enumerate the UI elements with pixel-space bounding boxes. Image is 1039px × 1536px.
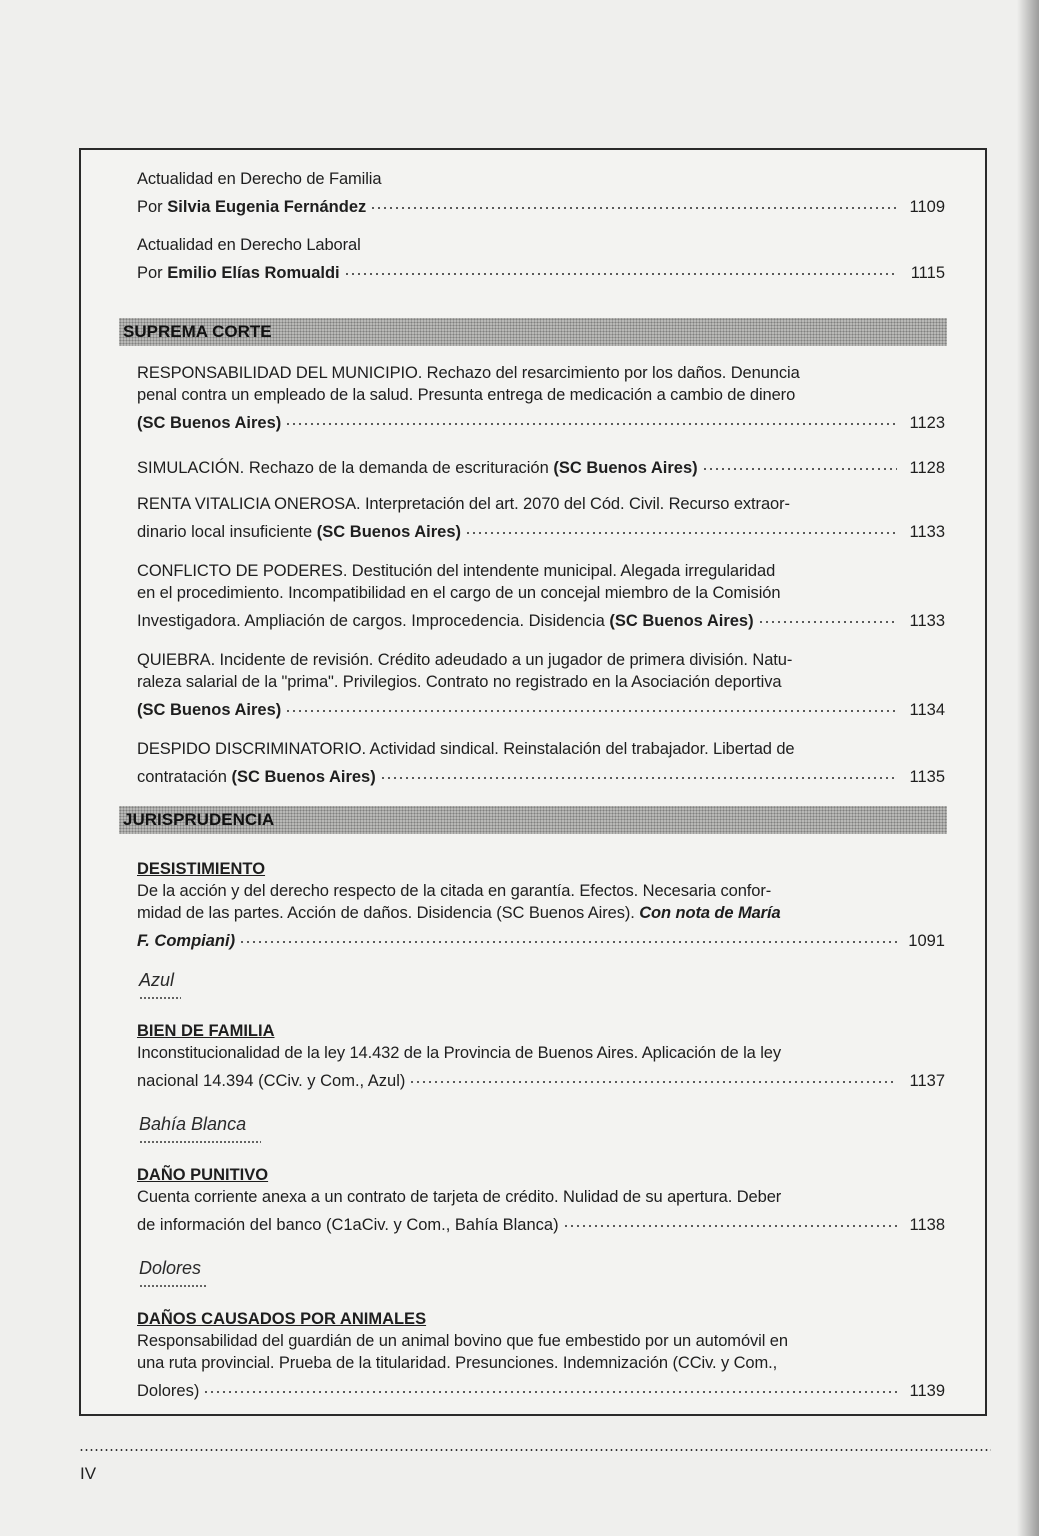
entry-author-line: Por Emilio Elías Romualdi — [137, 264, 340, 282]
footer-dotted-rule — [79, 1448, 991, 1452]
page-ref: 1128 — [909, 459, 945, 477]
toc-entry-renta-vitalicia[interactable] — [137, 493, 945, 543]
toc-entry-responsabilidad[interactable] — [137, 362, 945, 434]
entry-text: raleza salarial de la "prima". Privilegios. Contrato no registrado en la Asociación deportiva — [137, 673, 782, 691]
entry-text: en el procedimiento. Incompatibilidad en el cargo de un concejal miembro de la Comisión — [137, 584, 781, 602]
summary-frame — [79, 148, 987, 1416]
page-ref: 1138 — [909, 1216, 945, 1234]
entry-last-line: contratación (SC Buenos Aires) — [137, 768, 376, 786]
dot-leader — [344, 256, 897, 278]
toc-entry-quiebra[interactable] — [137, 649, 945, 721]
toc-entry-laboral[interactable] — [137, 234, 945, 284]
entry-text: una ruta provincial. Prueba de la titularidad. Presunciones. Indemnización (CCiv. y Com., — [137, 1354, 778, 1372]
section-heading-suprema-corte: SUPREMA CORTE — [119, 318, 947, 346]
dot-leader — [409, 1064, 897, 1086]
entry-title: Actualidad en Derecho Laboral — [137, 236, 361, 254]
topic-title: DESISTIMIENTO — [137, 860, 266, 878]
dot-leader — [285, 693, 897, 715]
dot-leader — [285, 406, 897, 428]
dot-leader — [239, 924, 897, 946]
page-edge-shadow — [1017, 0, 1039, 1536]
section-heading-jurisprudencia: JURISPRUDENCIA — [119, 806, 947, 834]
dot-leader — [465, 515, 897, 537]
entry-text: QUIEBRA. Incidente de revisión. Crédito adeudado a un jugador de primera división. Natu- — [137, 651, 793, 669]
topic-title: BIEN DE FAMILIA — [137, 1022, 275, 1040]
entry-text: Responsabilidad del guardián de un animal bovino que fue embestido por un automóvil en — [137, 1332, 788, 1350]
toc-entry-familia[interactable] — [137, 168, 945, 218]
page-ref: 1123 — [909, 414, 945, 432]
toc-entry-bien-de-familia[interactable] — [137, 1020, 945, 1092]
entry-text: midad de las partes. Acción de daños. Disidencia (SC Buenos Aires). Con nota de María — [137, 904, 781, 922]
city-heading-dolores: Dolores — [139, 1258, 202, 1278]
entry-author-line: Por Silvia Eugenia Fernández — [137, 198, 367, 216]
toc-entry-danos-animales[interactable] — [137, 1308, 945, 1402]
page-ref: 1133 — [909, 612, 945, 630]
author-name: Silvia Eugenia Fernández — [167, 198, 367, 216]
dot-leader — [563, 1208, 897, 1230]
page-ref: 1139 — [909, 1382, 945, 1400]
entry-last-line: de información del banco (C1aCiv. y Com., Bahía Blanca) — [137, 1216, 559, 1234]
dot-leader — [702, 451, 897, 473]
entry-text: De la acción y del derecho respecto de la citada en garantía. Efectos. Necesaria confor- — [137, 882, 772, 900]
toc-entry-despido[interactable] — [137, 738, 945, 788]
page-ref: 1109 — [909, 198, 945, 216]
entry-last-line: (SC Buenos Aires) — [137, 414, 282, 432]
city-underline-dots — [139, 996, 181, 1000]
city-underline-dots — [139, 1284, 207, 1288]
entry-text: CONFLICTO DE PODERES. Destitución del intendente municipal. Alegada irregularidad — [137, 562, 776, 580]
dot-leader — [203, 1374, 897, 1396]
toc-entry-dano-punitivo[interactable] — [137, 1164, 945, 1236]
page-ref: 1135 — [909, 768, 945, 786]
city-heading-bahia-blanca: Bahía Blanca — [139, 1114, 247, 1134]
entry-text: Cuenta corriente anexa a un contrato de tarjeta de crédito. Nulidad de su apertura. Deber — [137, 1188, 782, 1206]
dot-leader — [370, 190, 897, 212]
topic-title: DAÑOS CAUSADOS POR ANIMALES — [137, 1310, 427, 1328]
entry-text: penal contra un empleado de la salud. Presunta entrega de medicación a cambio de dinero — [137, 386, 796, 404]
entry-title: Actualidad en Derecho de Familia — [137, 170, 382, 188]
author-name: Emilio Elías Romualdi — [167, 264, 340, 282]
dot-leader — [380, 760, 897, 782]
page-ref: 1091 — [908, 932, 945, 950]
entry-last-line: SIMULACIÓN. Rechazo de la demanda de escrituración (SC Buenos Aires) — [137, 459, 698, 477]
entry-text: DESPIDO DISCRIMINATORIO. Actividad sindical. Reinstalación del trabajador. Libertad de — [137, 740, 795, 758]
page-ref: 1134 — [909, 701, 945, 719]
page-ref: 1137 — [909, 1072, 945, 1090]
toc-entry-desistimiento[interactable] — [137, 858, 945, 952]
entry-text: RESPONSABILIDAD DEL MUNICIPIO. Rechazo del resarcimiento por los daños. Denuncia — [137, 364, 800, 382]
toc-entry-conflicto-poderes[interactable] — [137, 560, 945, 632]
entry-last-line: dinario local insuficiente (SC Buenos Aires) — [137, 523, 462, 541]
city-underline-dots — [139, 1140, 261, 1144]
entry-text: Inconstitucionalidad de la ley 14.432 de la Provincia de Buenos Aires. Aplicación de la ley — [137, 1044, 781, 1062]
page-ref: 1115 — [910, 264, 945, 282]
topic-title: DAÑO PUNITIVO — [137, 1166, 269, 1184]
dot-leader — [758, 604, 897, 626]
entry-last-line: Dolores) — [137, 1382, 200, 1400]
city-heading-azul: Azul — [139, 970, 175, 990]
page-number: IV — [80, 1464, 97, 1483]
toc-entry-simulacion[interactable] — [137, 451, 945, 479]
entry-last-line: Investigadora. Ampliación de cargos. Improcedencia. Disidencia (SC Buenos Aires) — [137, 612, 754, 630]
entry-last-line: nacional 14.394 (CCiv. y Com., Azul) — [137, 1072, 406, 1090]
page-ref: 1133 — [909, 523, 945, 541]
entry-text: RENTA VITALICIA ONEROSA. Interpretación del art. 2070 del Cód. Civil. Recurso extraor- — [137, 495, 790, 513]
entry-last-line: (SC Buenos Aires) — [137, 701, 282, 719]
entry-last-line: F. Compiani) — [137, 932, 236, 950]
